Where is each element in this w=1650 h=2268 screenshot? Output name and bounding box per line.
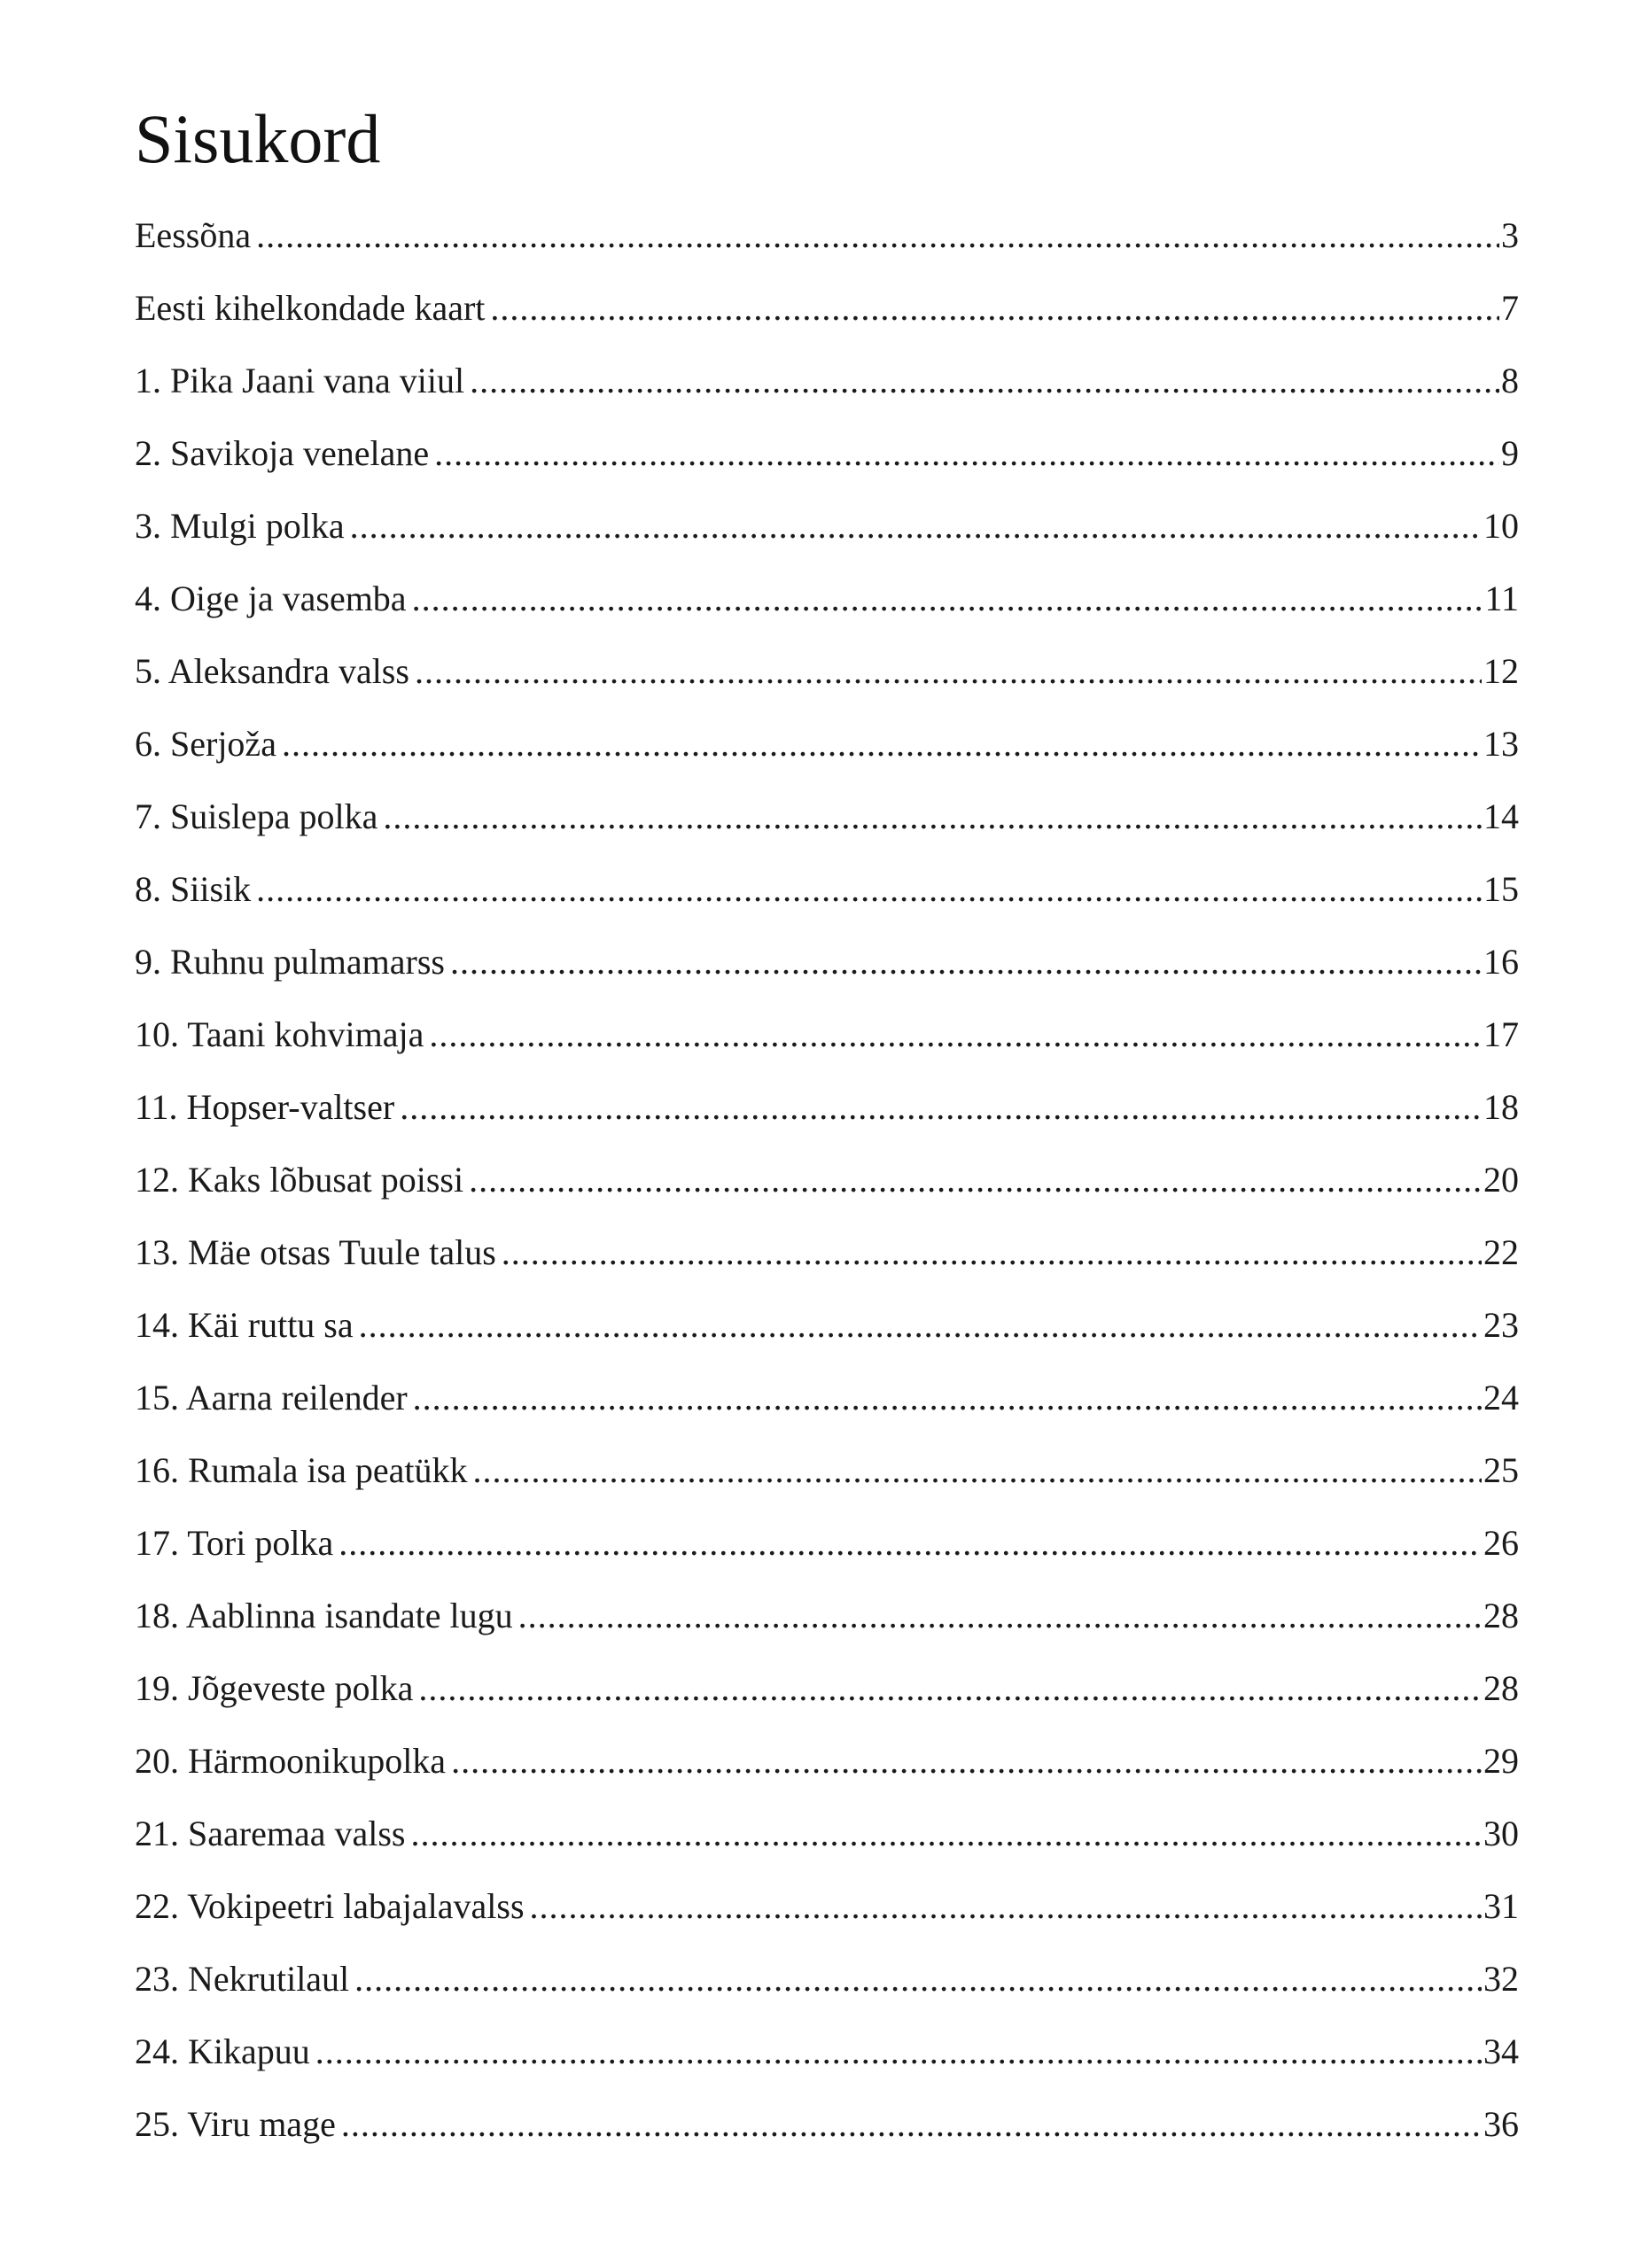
toc-entry[interactable] xyxy=(135,1375,1519,1448)
toc-page-number: 13 xyxy=(1483,724,1519,764)
toc-page-number: 14 xyxy=(1483,796,1519,836)
toc-entry-label: 4. Oige ja vasemba xyxy=(135,579,407,618)
toc-entry-label: 22. Vokipeetri labajalavalss xyxy=(135,1886,525,1926)
toc-page-number: 11 xyxy=(1484,579,1519,618)
toc-entry-label: 1. Pika Jaani vana viiul xyxy=(135,361,465,400)
toc-entry-label: 21. Saaremaa valss xyxy=(135,1814,406,1853)
toc-page-number: 23 xyxy=(1483,1305,1519,1345)
toc-entry[interactable] xyxy=(135,285,1519,358)
toc-page-number: 26 xyxy=(1483,1523,1519,1563)
toc-page-number: 29 xyxy=(1483,1741,1519,1781)
table-of-contents xyxy=(135,213,1519,2174)
toc-dot-leader xyxy=(359,1302,1482,1348)
toc-entry[interactable] xyxy=(135,2101,1519,2174)
toc-entry-label: 10. Taani kohvimaja xyxy=(135,1014,424,1054)
toc-entry[interactable] xyxy=(135,503,1519,576)
toc-page-number: 17 xyxy=(1483,1014,1519,1054)
toc-page-number: 22 xyxy=(1483,1232,1519,1272)
toc-entry[interactable] xyxy=(135,1448,1519,1520)
toc-entry[interactable] xyxy=(135,649,1519,721)
toc-entry-label: 25. Viru mage xyxy=(135,2104,336,2144)
toc-dot-leader xyxy=(282,721,1482,767)
toc-entry[interactable] xyxy=(135,866,1519,939)
toc-dot-leader xyxy=(256,213,1499,259)
toc-entry-label: 5. Aleksandra valss xyxy=(135,651,409,691)
toc-entry-label: 13. Mäe otsas Tuule talus xyxy=(135,1232,496,1272)
toc-dot-leader xyxy=(418,1666,1482,1712)
toc-page-number: 25 xyxy=(1483,1450,1519,1490)
toc-entry[interactable] xyxy=(135,1884,1519,1956)
toc-dot-leader xyxy=(472,1448,1482,1494)
toc-entry-label: 18. Aablinna isandate lugu xyxy=(135,1596,513,1635)
toc-dot-leader xyxy=(415,649,1482,695)
toc-entry-label: Eesti kihelkondade kaart xyxy=(135,288,486,328)
toc-page-number: 16 xyxy=(1483,942,1519,982)
toc-dot-leader xyxy=(451,1738,1482,1784)
toc-entry-label: 15. Aarna reilender xyxy=(135,1378,408,1418)
toc-page-number: 36 xyxy=(1483,2104,1519,2144)
toc-entry-label: Eessõna xyxy=(135,215,252,255)
toc-dot-leader xyxy=(354,1956,1482,2002)
toc-entry-label: 12. Kaks lõbusat poissi xyxy=(135,1160,464,1200)
toc-entry-label: 3. Mulgi polka xyxy=(135,506,345,546)
toc-page-number: 28 xyxy=(1483,1596,1519,1635)
toc-dot-leader xyxy=(470,358,1499,404)
toc-entry[interactable] xyxy=(135,721,1519,794)
toc-entry[interactable] xyxy=(135,1956,1519,2029)
toc-entry-label: 9. Ruhnu pulmamarss xyxy=(135,942,445,982)
toc-entry-label: 11. Hopser-valtser xyxy=(135,1087,395,1127)
toc-dot-leader xyxy=(410,1811,1482,1857)
toc-page-number: 7 xyxy=(1501,288,1519,328)
toc-entry[interactable] xyxy=(135,1012,1519,1084)
toc-entry[interactable] xyxy=(135,213,1519,285)
toc-dot-leader xyxy=(400,1084,1482,1130)
toc-entry-label: 24. Kikapuu xyxy=(135,2031,310,2071)
toc-dot-leader xyxy=(450,939,1482,985)
toc-page-number: 20 xyxy=(1483,1160,1519,1200)
toc-entry[interactable] xyxy=(135,1811,1519,1884)
toc-dot-leader xyxy=(518,1593,1482,1639)
toc-entry[interactable] xyxy=(135,576,1519,649)
toc-entry[interactable] xyxy=(135,2029,1519,2101)
toc-entry-label: 19. Jõgeveste polka xyxy=(135,1668,414,1708)
toc-dot-leader xyxy=(429,1012,1482,1058)
toc-dot-leader xyxy=(490,285,1499,331)
toc-entry-label: 6. Serjoža xyxy=(135,724,276,764)
toc-dot-leader xyxy=(383,794,1482,840)
toc-entry-label: 8. Siisik xyxy=(135,869,252,909)
toc-dot-leader xyxy=(256,866,1482,913)
toc-dot-leader xyxy=(315,2029,1482,2075)
toc-entry[interactable] xyxy=(135,1593,1519,1666)
toc-dot-leader xyxy=(530,1884,1482,1930)
toc-entry-label: 7. Suislepa polka xyxy=(135,796,378,836)
toc-page-number: 3 xyxy=(1501,215,1519,255)
toc-entry-label: 2. Savikoja venelane xyxy=(135,433,430,473)
toc-entry-label: 14. Käi ruttu sa xyxy=(135,1305,354,1345)
toc-page-number: 9 xyxy=(1501,433,1519,473)
toc-entry-label: 16. Rumala isa peatükk xyxy=(135,1450,468,1490)
toc-dot-leader xyxy=(502,1230,1482,1276)
toc-entry[interactable] xyxy=(135,1666,1519,1738)
toc-dot-leader xyxy=(469,1157,1482,1203)
toc-entry[interactable] xyxy=(135,358,1519,431)
toc-entry[interactable] xyxy=(135,1302,1519,1375)
toc-dot-leader xyxy=(350,503,1482,549)
toc-dot-leader xyxy=(341,2101,1482,2148)
toc-entry[interactable] xyxy=(135,1520,1519,1593)
toc-entry[interactable] xyxy=(135,431,1519,503)
toc-entry[interactable] xyxy=(135,1084,1519,1157)
toc-page-number: 32 xyxy=(1483,1959,1519,1999)
page-title: Sisukord xyxy=(135,100,381,177)
toc-entry[interactable] xyxy=(135,1738,1519,1811)
toc-page-number: 10 xyxy=(1483,506,1519,546)
toc-entry-label: 20. Härmoonikupolka xyxy=(135,1741,447,1781)
toc-entry-label: 23. Nekrutilaul xyxy=(135,1959,350,1999)
toc-page-number: 31 xyxy=(1483,1886,1519,1926)
toc-entry[interactable] xyxy=(135,1230,1519,1302)
toc-dot-leader xyxy=(434,431,1499,477)
toc-page-number: 12 xyxy=(1483,651,1519,691)
toc-page-number: 8 xyxy=(1501,361,1519,400)
toc-dot-leader xyxy=(413,1375,1482,1421)
toc-dot-leader xyxy=(412,576,1483,622)
toc-dot-leader xyxy=(339,1520,1482,1566)
toc-page-number: 30 xyxy=(1483,1814,1519,1853)
toc-page-number: 18 xyxy=(1483,1087,1519,1127)
toc-page-number: 15 xyxy=(1483,869,1519,909)
toc-entry[interactable] xyxy=(135,1157,1519,1230)
toc-page-number: 34 xyxy=(1483,2031,1519,2071)
toc-entry[interactable] xyxy=(135,794,1519,866)
toc-page-number: 24 xyxy=(1483,1378,1519,1418)
toc-entry-label: 17. Tori polka xyxy=(135,1523,334,1563)
toc-entry[interactable] xyxy=(135,939,1519,1012)
toc-page-number: 28 xyxy=(1483,1668,1519,1708)
